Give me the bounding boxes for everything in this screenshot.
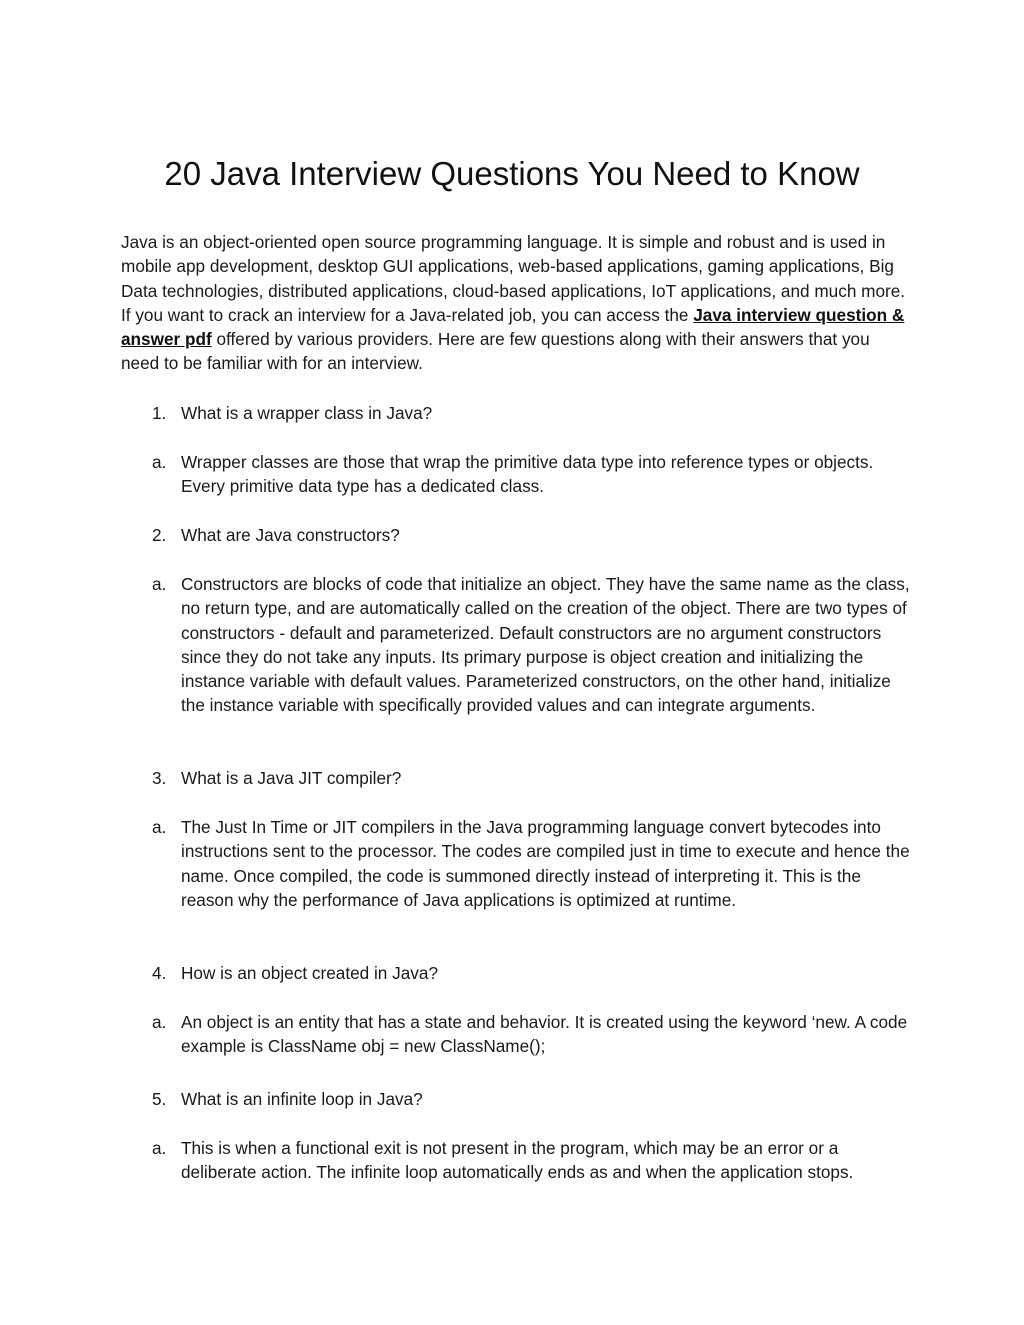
answer-1 [121, 450, 911, 499]
list-marker: 4. [152, 963, 167, 983]
intro-paragraph [121, 230, 911, 376]
question-text: What are Java constructors? [181, 525, 400, 545]
java-interview-pdf-link[interactable]: Java interview question & answer pdf [121, 304, 905, 350]
question-text: What is an infinite loop in Java? [181, 1089, 423, 1109]
list-marker: a. [152, 574, 167, 594]
answer-text: This is when a functional exit is not present in the program, which may be an error or a deliberate action. The infinite loop automatically ends as and when the application stops. [181, 1138, 854, 1183]
answer-4 [121, 1010, 911, 1059]
question-5 [121, 1087, 911, 1111]
question-4 [121, 961, 911, 985]
list-marker: a. [152, 1012, 167, 1032]
answer-text: The Just In Time or JIT compilers in the Java programming language convert bytecodes into instructions sent to the processor. The codes are compiled just in time to execute and hence the name. Once compiled, the code is summoned directly instead of interpreting it. This is the reason why the performance of Java applications is optimized at runtime. [181, 817, 910, 910]
answer-text: An object is an entity that has a state and behavior. It is created using the keyword ‘new. A code example is ClassName obj = new ClassName(); [181, 1012, 908, 1057]
list-marker: a. [152, 452, 167, 472]
answer-5 [121, 1136, 911, 1185]
answer-3 [121, 815, 911, 912]
answer-2 [121, 572, 911, 718]
question-text: How is an object created in Java? [181, 963, 438, 983]
list-marker: a. [152, 817, 167, 837]
document-title: 20 Java Interview Questions You Need to Know [164, 155, 860, 192]
question-2 [121, 523, 911, 547]
list-marker: 5. [152, 1089, 167, 1109]
intro-text-after-link: offered by various providers. Here are few questions along with their answers that you need to be familiar with for an interview. [121, 329, 870, 374]
question-3 [121, 766, 911, 790]
question-1 [121, 401, 911, 425]
answer-text: Wrapper classes are those that wrap the primitive data type into reference types or objects. Every primitive data type has a dedicated class. [181, 452, 874, 497]
list-marker: 2. [152, 525, 167, 545]
answer-text: Constructors are blocks of code that initialize an object. They have the same name as the class, no return type, and are automatically called on the creation of the object. There are two types of constructors - default and parameterized. Default constructors are no argument constructors since they do not take any inputs. Its primary purpose is object creation and initializing the instance variable with default values. Parameterized constructors, on the other hand, initialize the instance variable with specifically provided values and can integrate arguments. [181, 574, 910, 716]
list-marker: a. [152, 1138, 167, 1158]
list-marker: 1. [152, 403, 167, 423]
list-marker: 3. [152, 768, 167, 788]
question-text: What is a wrapper class in Java? [181, 403, 433, 423]
question-text: What is a Java JIT compiler? [181, 768, 402, 788]
intro-text-before-link: Java is an object-oriented open source programming language. It is simple and robust and is used in mobile app development, desktop GUI applications, web-based applications, gaming applications, Big Data technologies, distributed applications, cloud-based applications, IoT applications, and much more. If you want to crack an interview for a Java-related job, you can access the [121, 232, 906, 325]
